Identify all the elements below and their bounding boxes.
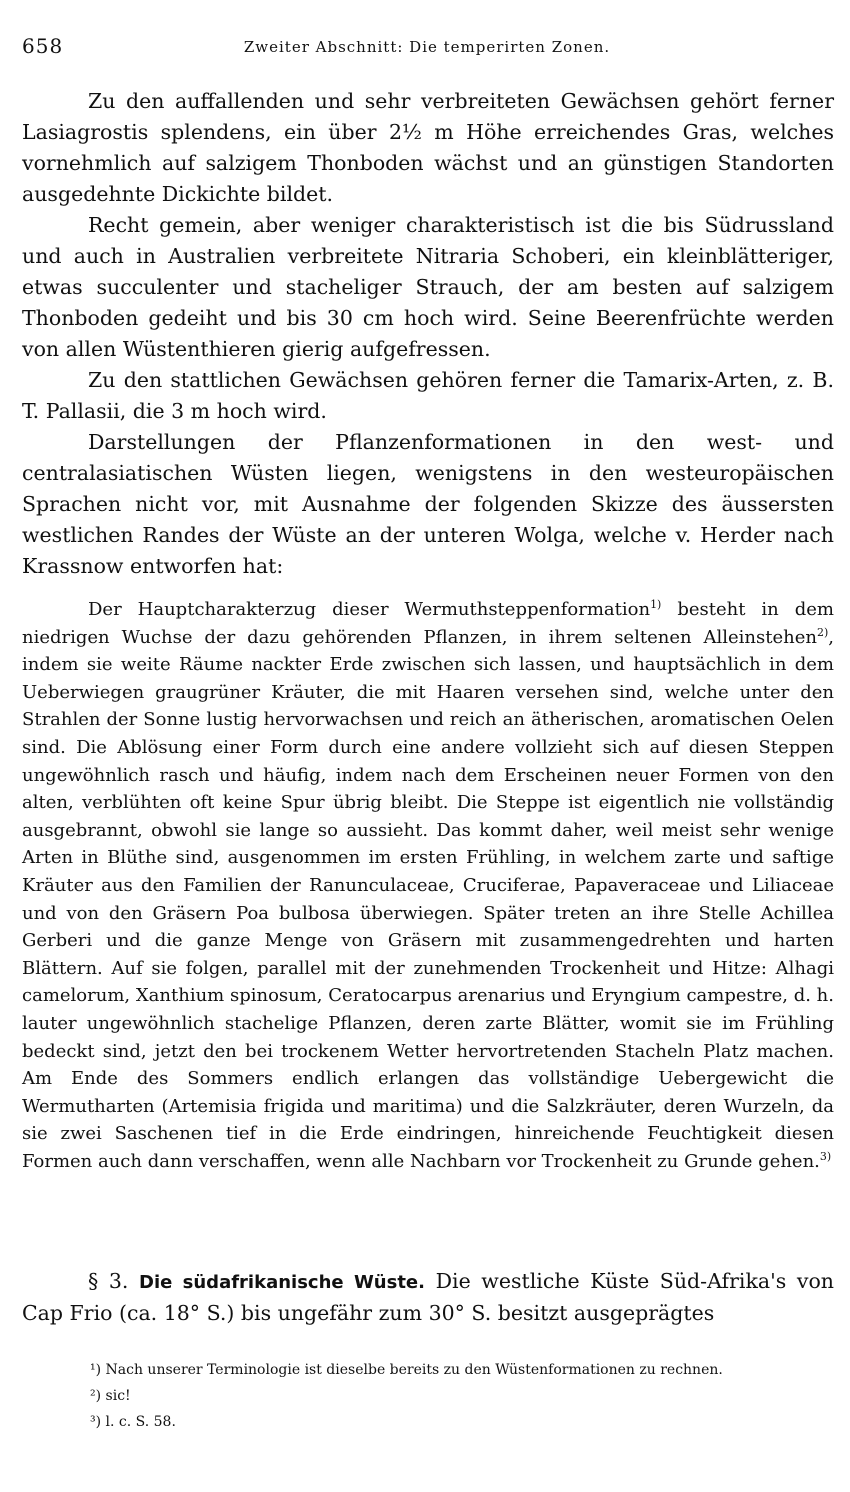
footnotes	[90, 1357, 835, 1435]
page-number: 658	[22, 34, 64, 58]
footnote-mark: ²)	[90, 1388, 102, 1404]
section-3	[22, 1266, 834, 1329]
quote-text-3: , indem sie weite Räume nackter Erde zwischen sich lassen, und hauptsächlich in dem Ueberwiegen graugrüner Kräuter, die mit Haaren versehen sind, welche unter den Strahlen der Sonne lustig hervorwachsen und reich an ätherischen, aromatischen Oelen sind. Die Ablösung einer Form durch eine andere vollzieht sich auf diesen Steppen ungewöhnlich rasch und häufig, indem nach dem Erscheinen neuer Formen von den alten, verblühten oft keine Spur übrig bleibt. Die Steppe ist eigentlich nie vollständig ausgebrannt, obwohl sie lange so aussieht. Das kommt daher, weil meist sehr wenige Arten in Blüthe sind, ausgenommen im ersten Frühling, in welchem zarte und saftige Kräuter aus den Familien der Ranunculaceae, Cruciferae, Papaveraceae und Liliaceae und von den Gräsern Poa bulbosa überwiegen. Später treten an ihre Stelle Achillea Gerberi und die ganze Menge von Gräsern mit zusammengedrehten und harten Blättern. Auf sie folgen, parallel mit der zunehmenden Trockenheit und Hitze: Alhagi camelorum, Xanthium spinosum, Ceratocarpus arenarius und Eryngium campestre, d. h. lauter ungewöhnlich stachelige Pflanzen, deren zarte Blätter, womit sie im Frühling bedeckt sind, jetzt den bei trockenem Wetter hervortretenden Stacheln Platz machen. Am Ende des Sommers endlich erlangen das vollständige Uebergewicht die Wermutharten (Artemisia frigida und maritima) und die Salzkräuter, deren Wurzeln, da sie zwei Saschenen tief in die Erde eindringen, hinreichende Feuchtigkeit diesen Formen auch dann verschaffen, wenn alle Nachbarn vor Trockenheit zu Grunde gehen.	[22, 626, 834, 1172]
footnote-1	[90, 1357, 835, 1383]
footnote-ref-3: 3)	[819, 1149, 832, 1163]
paragraph-lasiagrostis: Zu den auffallenden und sehr verbreiteten Gewächsen gehört ferner Lasiagrostis splendens, ein über 2½ m Höhe erreichendes Gras, welches vornehmlich auf salzigem Thonboden wächst und an günstigen Standorten ausgedehnte Dickichte bildet.	[22, 89, 834, 206]
section-text: Die westliche Küste Süd-Afrika's von Cap Frio (ca. 18° S.) bis ungefähr zum 30° S. besitzt ausgeprägtes	[22, 1269, 834, 1325]
footnote-ref-1: 1)	[650, 598, 662, 611]
paragraph-darstellungen: Darstellungen der Pflanzenformationen in den west- und centralasiatischen Wüsten liegen, wenigstens in den westeuropäischen Sprachen nicht vor, mit Ausnahme der folgenden Skizze des äussersten westlichen Randes der Wüste an der unteren Wolga, welche v. Herder nach Krassnow entworfen hat:	[22, 430, 834, 578]
quote-text-2: besteht in dem niedrigen Wuchse der dazu gehörenden Pflanzen, in ihrem seltenen Alleinstehen	[22, 599, 834, 648]
footnote-text: sic!	[105, 1388, 131, 1404]
footnote-3	[90, 1409, 835, 1435]
footnote-text: Nach unserer Terminologie ist dieselbe bereits zu den Wüstenformationen zu rechnen.	[105, 1362, 723, 1378]
footnote-mark: ³)	[90, 1414, 102, 1430]
section-paragraph	[22, 1266, 834, 1329]
footnote-text: l. c. S. 58.	[105, 1414, 176, 1430]
paragraph-tamarix: Zu den stattlichen Gewächsen gehören ferner die Tamarix-Arten, z. B. T. Pallasii, die 3 m hoch wird.	[22, 368, 834, 423]
footnote-2	[90, 1383, 835, 1409]
footnote-ref-2: 2)	[816, 625, 829, 639]
section-title: Die südafrikanische Wüste.	[139, 1272, 425, 1293]
section-number: § 3.	[88, 1269, 129, 1293]
quote-text-1: Der Hauptcharakterzug dieser Wermuthsteppenformation	[88, 599, 651, 620]
paragraph-nitraria: Recht gemein, aber weniger charakteristisch ist die bis Südrussland und auch in Australien verbreitete Nitraria Schoberi, ein kleinblätteriger, etwas succulenter und stacheliger Strauch, der am besten auf salzigem Thonboden gedeiht und bis 30 cm hoch wird. Seine Beerenfrüchte werden von allen Wüstenthieren gierig aufgefressen.	[22, 213, 834, 361]
footnote-mark: ¹)	[90, 1362, 102, 1378]
block-quote	[22, 596, 834, 1175]
quote-paragraph	[22, 596, 834, 1175]
main-text	[22, 86, 834, 582]
running-title: Zweiter Abschnitt: Die temperirten Zonen.	[243, 38, 611, 56]
page-header	[22, 34, 832, 60]
